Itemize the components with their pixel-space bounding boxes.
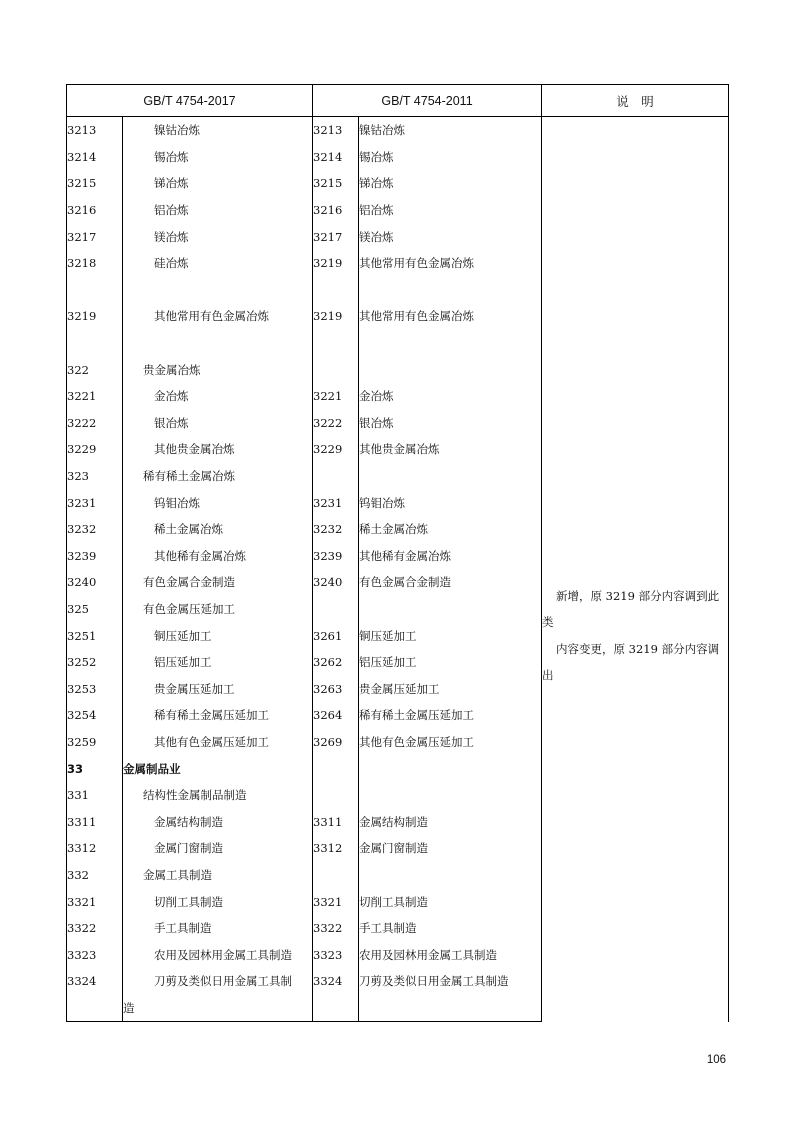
- new-name: 铜压延加工: [123, 622, 313, 649]
- old-code: [313, 995, 359, 1022]
- new-name: 银冶炼: [123, 410, 313, 437]
- new-code: 322: [67, 356, 123, 383]
- new-code: [67, 995, 123, 1022]
- old-code: 3231: [313, 489, 359, 516]
- old-name: 其他贵金属冶炼: [359, 436, 542, 463]
- classification-table: [66, 84, 729, 1022]
- new-code: 3240: [67, 569, 123, 596]
- new-name: 金属制品业: [123, 755, 313, 782]
- new-code: 3259: [67, 729, 123, 756]
- new-code: 33: [67, 755, 123, 782]
- old-name: 镍钴冶炼: [359, 117, 542, 144]
- new-code: 3213: [67, 117, 123, 144]
- new-code: 3311: [67, 808, 123, 835]
- new-name: 锑冶炼: [123, 170, 313, 197]
- old-name: 铜压延加工: [359, 622, 542, 649]
- new-name: [123, 277, 313, 304]
- new-code: 3216: [67, 197, 123, 224]
- new-name: 其他贵金属冶炼: [123, 436, 313, 463]
- old-name: [359, 596, 542, 623]
- new-code: 3222: [67, 410, 123, 437]
- old-code: 3324: [313, 968, 359, 995]
- new-code: 3214: [67, 144, 123, 171]
- new-name: 贵金属冶炼: [123, 356, 313, 383]
- new-name: 结构性金属制品制造: [123, 782, 313, 809]
- old-code: 3312: [313, 835, 359, 862]
- new-code: 332: [67, 862, 123, 889]
- old-code: [313, 277, 359, 304]
- old-code: 3263: [313, 675, 359, 702]
- new-name: 钨钼冶炼: [123, 489, 313, 516]
- new-name: 镍钴冶炼: [123, 117, 313, 144]
- old-code: 3232: [313, 516, 359, 543]
- header-note: 说 明: [542, 85, 729, 117]
- old-code: 3240: [313, 569, 359, 596]
- old-code: 3221: [313, 383, 359, 410]
- new-name: 其他有色金属压延加工: [123, 729, 313, 756]
- old-code: 3269: [313, 729, 359, 756]
- old-code: 3213: [313, 117, 359, 144]
- header-old-standard: GB/T 4754-2011: [313, 85, 542, 117]
- table-body: [67, 117, 729, 1022]
- old-name: [359, 330, 542, 357]
- new-code: 3321: [67, 888, 123, 915]
- new-code: 3231: [67, 489, 123, 516]
- new-code: [67, 330, 123, 357]
- new-code: 323: [67, 463, 123, 490]
- new-name: 造: [123, 995, 313, 1022]
- old-code: [313, 596, 359, 623]
- old-name: 其他常用有色金属冶炼: [359, 250, 542, 277]
- new-name: 有色金属合金制造: [123, 569, 313, 596]
- new-code: 325: [67, 596, 123, 623]
- old-code: 3219: [313, 303, 359, 330]
- old-name: 其他稀有金属冶炼: [359, 543, 542, 570]
- old-code: 3215: [313, 170, 359, 197]
- new-name: 切削工具制造: [123, 888, 313, 915]
- new-code: 331: [67, 782, 123, 809]
- old-name: 钨钼冶炼: [359, 489, 542, 516]
- old-code: 3214: [313, 144, 359, 171]
- new-code: 3218: [67, 250, 123, 277]
- new-code: 3323: [67, 941, 123, 968]
- new-name: 硅冶炼: [123, 250, 313, 277]
- old-name: [359, 782, 542, 809]
- old-name: 锡冶炼: [359, 144, 542, 171]
- old-code: 3264: [313, 702, 359, 729]
- new-name: 金属门窗制造: [123, 835, 313, 862]
- new-name: 铝冶炼: [123, 197, 313, 224]
- new-code: 3221: [67, 383, 123, 410]
- old-name: [359, 995, 542, 1022]
- old-code: [313, 330, 359, 357]
- old-code: 3321: [313, 888, 359, 915]
- old-code: 3239: [313, 543, 359, 570]
- new-name: 金冶炼: [123, 383, 313, 410]
- new-code: 3217: [67, 223, 123, 250]
- new-name: 贵金属压延加工: [123, 675, 313, 702]
- new-name: 锡冶炼: [123, 144, 313, 171]
- old-code: 3229: [313, 436, 359, 463]
- new-code: 3324: [67, 968, 123, 995]
- new-name: 其他常用有色金属冶炼: [123, 303, 313, 330]
- new-name: 农用及园林用金属工具制造: [123, 941, 313, 968]
- new-code: 3232: [67, 516, 123, 543]
- old-name: [359, 463, 542, 490]
- old-name: 铝冶炼: [359, 197, 542, 224]
- old-name: 金冶炼: [359, 383, 542, 410]
- old-code: [313, 862, 359, 889]
- old-code: 3311: [313, 808, 359, 835]
- old-code: 3222: [313, 410, 359, 437]
- old-code: 3217: [313, 223, 359, 250]
- new-name: 稀有稀土金属压延加工: [123, 702, 313, 729]
- old-code: 3261: [313, 622, 359, 649]
- old-name: 农用及园林用金属工具制造: [359, 941, 542, 968]
- new-code: 3229: [67, 436, 123, 463]
- header-new-standard: GB/T 4754-2017: [67, 85, 313, 117]
- old-name: 有色金属合金制造: [359, 569, 542, 596]
- old-code: [313, 356, 359, 383]
- new-name: 稀土金属冶炼: [123, 516, 313, 543]
- new-name: 铝压延加工: [123, 649, 313, 676]
- notes-column: [542, 117, 729, 1022]
- new-name: 有色金属压延加工: [123, 596, 313, 623]
- new-name: 刀剪及类似日用金属工具制: [123, 968, 313, 995]
- old-name: [359, 277, 542, 304]
- new-name: 手工具制造: [123, 915, 313, 942]
- new-code: 3253: [67, 675, 123, 702]
- old-code: 3216: [313, 197, 359, 224]
- old-code: 3322: [313, 915, 359, 942]
- old-code: 3323: [313, 941, 359, 968]
- old-name: 镁冶炼: [359, 223, 542, 250]
- old-name: 金属结构制造: [359, 808, 542, 835]
- old-code: [313, 755, 359, 782]
- old-name: 锑冶炼: [359, 170, 542, 197]
- new-code: 3215: [67, 170, 123, 197]
- old-name: 银冶炼: [359, 410, 542, 437]
- new-name: 金属结构制造: [123, 808, 313, 835]
- new-code: 3219: [67, 303, 123, 330]
- table-header: [67, 85, 729, 117]
- old-name: 刀剪及类似日用金属工具制造: [359, 968, 542, 995]
- table-row: [67, 117, 729, 144]
- note-line-continued: 出: [542, 668, 554, 683]
- new-code: 3239: [67, 543, 123, 570]
- old-name: 金属门窗制造: [359, 835, 542, 862]
- new-code: 3252: [67, 649, 123, 676]
- old-name: 稀有稀土金属压延加工: [359, 702, 542, 729]
- old-name: 稀土金属冶炼: [359, 516, 542, 543]
- old-name: 其他常用有色金属冶炼: [359, 303, 542, 330]
- old-code: [313, 782, 359, 809]
- old-name: 铝压延加工: [359, 649, 542, 676]
- new-code: 3312: [67, 835, 123, 862]
- old-name: 贵金属压延加工: [359, 675, 542, 702]
- old-code: 3219: [313, 250, 359, 277]
- new-code: 3254: [67, 702, 123, 729]
- new-name: 稀有稀土金属冶炼: [123, 463, 313, 490]
- note-line-continued: 类: [542, 615, 554, 630]
- old-name: 手工具制造: [359, 915, 542, 942]
- old-name: [359, 755, 542, 782]
- new-name: 其他稀有金属冶炼: [123, 543, 313, 570]
- new-name: 镁冶炼: [123, 223, 313, 250]
- page-number: 106: [706, 1054, 726, 1066]
- new-name: 金属工具制造: [123, 862, 313, 889]
- old-name: [359, 862, 542, 889]
- new-code: [67, 277, 123, 304]
- old-name: 切削工具制造: [359, 888, 542, 915]
- old-code: [313, 463, 359, 490]
- old-code: 3262: [313, 649, 359, 676]
- new-name: [123, 330, 313, 357]
- old-name: [359, 356, 542, 383]
- note-line: 新增，原 3219 部分内容调到此: [556, 588, 720, 603]
- new-code: 3251: [67, 622, 123, 649]
- note-line: 内容变更，原 3219 部分内容调: [556, 641, 720, 656]
- old-name: 其他有色金属压延加工: [359, 729, 542, 756]
- new-code: 3322: [67, 915, 123, 942]
